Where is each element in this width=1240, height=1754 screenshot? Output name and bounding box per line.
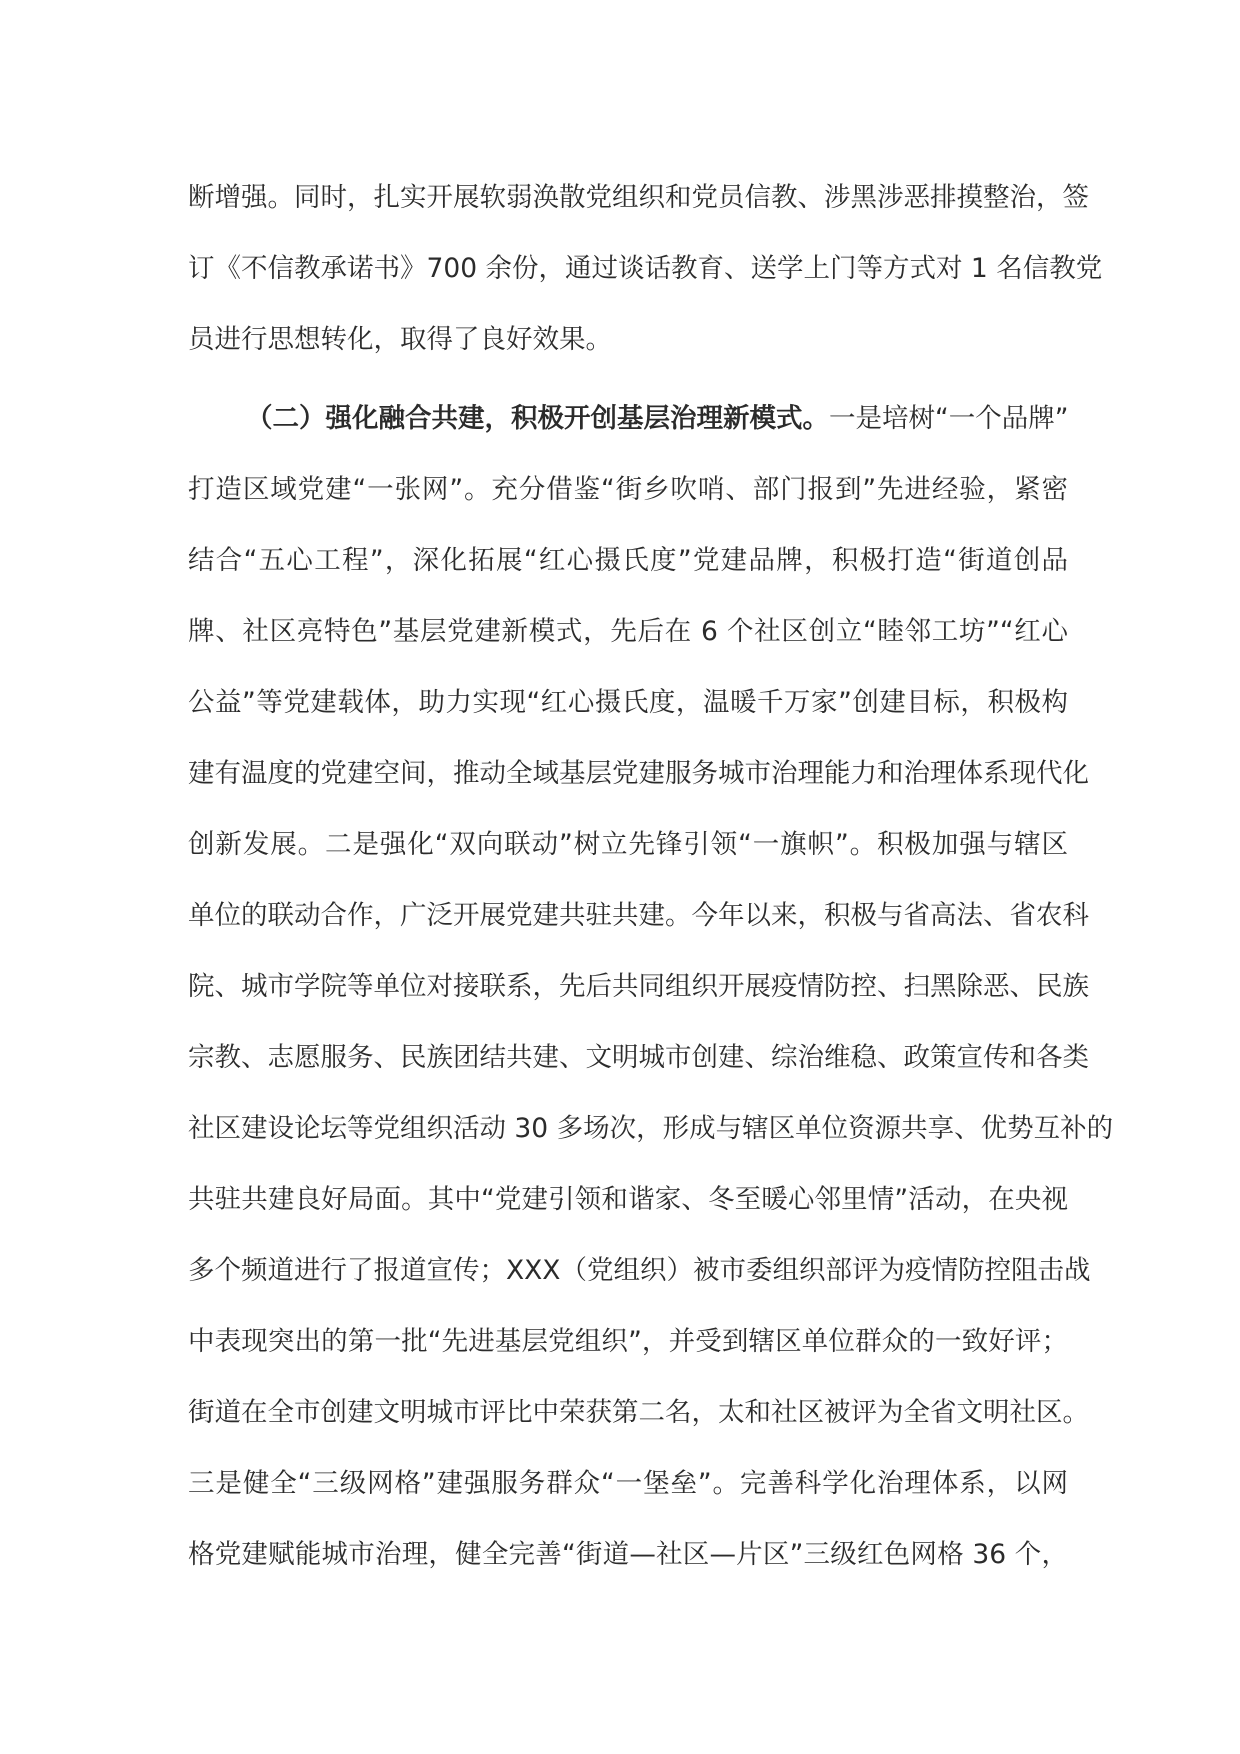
paragraph-2 <box>188 385 1114 1592</box>
text-line: 员进行思想转化，取得了良好效果。 <box>188 324 612 355</box>
document-body <box>188 164 1114 1592</box>
heading-line-rest: 一是培树“一个品牌” <box>829 403 1069 434</box>
text-line: 牌、社区亮特色”基层党建新模式，先后在 6 个社区创立“睦邻工坊”“红心 <box>188 616 1068 647</box>
text-line: 宗教、志愿服务、民族团结共建、文明城市创建、综治维稳、政策宣传和各类 <box>188 1042 1089 1073</box>
text-line: 打造区域党建“一张网”。充分借鉴“街乡吹哨、部门报到”先进经验，紧密 <box>188 474 1068 505</box>
text-line: 断增强。同时，扎实开展软弱涣散党组织和党员信教、涉黑涉恶排摸整治，签 <box>188 182 1089 213</box>
text-line: 结合“五心工程”，深化拓展“红心摄氏度”党建品牌，积极打造“街道创品 <box>188 545 1068 576</box>
text-line: 中表现突出的第一批“先进基层党组织”，并受到辖区单位群众的一致好评； <box>188 1326 1068 1357</box>
paragraph-1 <box>188 164 1103 377</box>
section-heading: （二）强化融合共建，积极开创基层治理新模式。 <box>246 403 829 434</box>
text-line: 订《不信教承诺书》700 余份，通过谈话教育、送学上门等方式对 1 名信教党 <box>188 253 1103 284</box>
text-line: 共驻共建良好局面。其中“党建引领和谐家、冬至暖心邻里情”活动，在央视 <box>188 1184 1068 1215</box>
text-line: 单位的联动合作，广泛开展党建共驻共建。今年以来，积极与省高法、省农科 <box>188 900 1089 931</box>
text-line: 建有温度的党建空间，推动全域基层党建服务城市治理能力和治理体系现代化 <box>188 758 1089 789</box>
text-line: 三是健全“三级网格”建强服务群众“一堡垒”。完善科学化治理体系，以网 <box>188 1468 1068 1499</box>
text-line: 社区建设论坛等党组织活动 30 多场次，形成与辖区单位资源共享、优势互补的 <box>188 1113 1114 1144</box>
text-line: 创新发展。二是强化“双向联动”树立先锋引领“一旗帜”。积极加强与辖区 <box>188 829 1068 860</box>
text-line: 院、城市学院等单位对接联系，先后共同组织开展疫情防控、扫黑除恶、民族 <box>188 971 1089 1002</box>
text-line: 公益”等党建载体，助力实现“红心摄氏度，温暖千万家”创建目标，积极构 <box>188 687 1068 718</box>
text-line: 多个频道进行了报道宣传；XXX（党组织）被市委组织部评为疫情防控阻击战 <box>188 1255 1091 1286</box>
text-line <box>188 385 1068 456</box>
text-line: 街道在全市创建文明城市评比中荣获第二名，太和社区被评为全省文明社区。 <box>188 1397 1089 1428</box>
text-line: 格党建赋能城市治理，健全完善“街道—社区—片区”三级红色网格 36 个， <box>188 1539 1068 1570</box>
